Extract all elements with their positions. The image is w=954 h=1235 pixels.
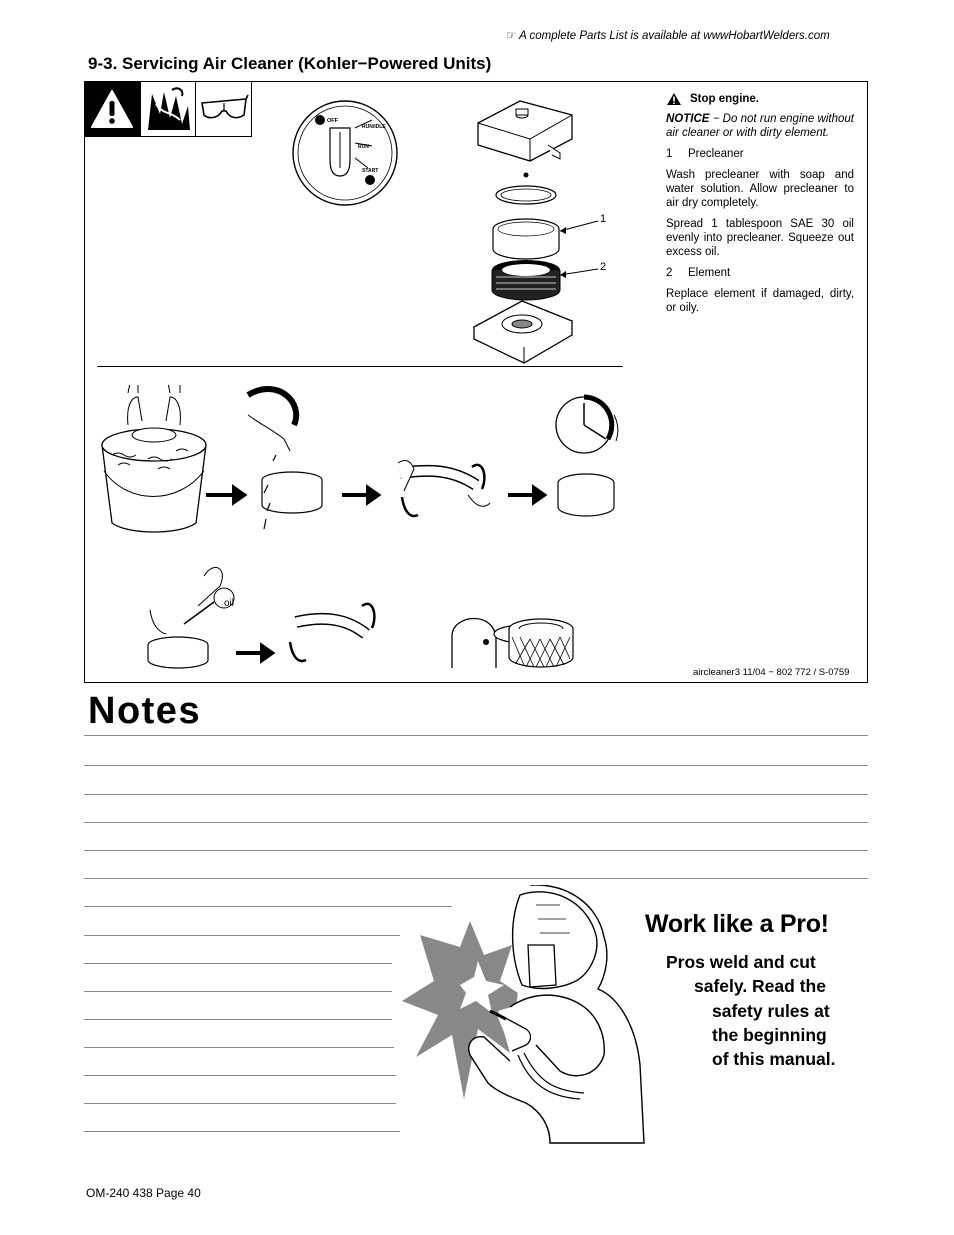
item-2-heading: 2 Element xyxy=(666,267,731,279)
figure-reference: aircleaner3 11/04 − 802 772 / S-0759 xyxy=(693,667,850,678)
promo-line-4: the beginning xyxy=(712,1025,827,1045)
arrow-right-icon xyxy=(342,488,378,502)
item-1-step-2: Spread 1 tablespoon SAE 30 oil evenly into precleaner. Squeeze out excess oil. xyxy=(666,218,854,258)
note-line xyxy=(84,878,868,879)
note-line xyxy=(84,935,400,936)
stop-engine-warning: Stop engine. xyxy=(666,92,854,106)
callout-2: 2 xyxy=(600,261,607,273)
promo-line-1: Pros weld and cut xyxy=(666,952,816,972)
switch-label-run: RUN xyxy=(358,144,369,150)
note-line xyxy=(84,1019,392,1020)
air-cleaner-exploded-view xyxy=(460,95,620,370)
note-line xyxy=(84,735,868,736)
drain-precleaner-icon xyxy=(248,389,322,529)
notes-title: Notes xyxy=(88,690,202,732)
note-line xyxy=(84,794,868,795)
squeeze-excess-oil-icon xyxy=(290,604,374,661)
note-line xyxy=(84,1047,394,1048)
switch-label-run-idle: RUN/IDLE xyxy=(362,124,386,130)
note-line xyxy=(84,1103,396,1104)
figure-divider xyxy=(97,366,623,367)
page-footer: OM-240 438 Page 40 xyxy=(86,1186,201,1200)
switch-label-start: START xyxy=(362,168,379,174)
promo-title: Work like a Pro! xyxy=(645,910,829,938)
oil-precleaner-icon xyxy=(148,567,234,668)
note-line xyxy=(84,1075,396,1076)
arrow-right-icon xyxy=(236,646,272,660)
notice-text: NOTICE − Do not run engine without air cleaner or with dirty element. xyxy=(666,113,854,139)
pointing-hand-icon: ☞ xyxy=(506,30,517,42)
note-line xyxy=(84,991,392,992)
warning-triangle-icon xyxy=(84,81,140,136)
parts-list-note: ☞ A complete Parts List is available at wwwHobartWelders.com xyxy=(506,30,830,42)
hot-parts-icon xyxy=(140,81,196,136)
ignition-switch-diagram xyxy=(290,98,400,208)
arrow-right-icon xyxy=(206,488,244,502)
arrow-right-icon xyxy=(508,488,544,502)
promo-line-5: of this manual. xyxy=(712,1049,836,1069)
promo-line-3: safety rules at xyxy=(712,1001,830,1021)
warning-icon-strip xyxy=(84,81,252,137)
item-1-step-1: Wash precleaner with soap and water solution. Allow precleaner to air dry completely. xyxy=(666,169,854,209)
item-2-step-1: Replace element if damaged, dirty, or oily. xyxy=(666,288,854,314)
instructions-panel xyxy=(666,92,854,322)
oil-label: oil xyxy=(224,598,235,609)
wring-precleaner-icon xyxy=(398,461,490,517)
air-dry-timer-icon xyxy=(556,397,618,516)
promo-line-2: safely. Read the xyxy=(694,976,826,996)
item-1-heading: 1 Precleaner xyxy=(666,148,744,160)
note-line xyxy=(84,906,452,907)
section-title: 9-3. Servicing Air Cleaner (Kohler−Powered Units) xyxy=(88,54,492,73)
pleated-element-icon xyxy=(504,615,578,677)
washing-steps-illustration xyxy=(98,385,638,545)
oiling-steps-illustration xyxy=(140,550,540,675)
welder-illustration xyxy=(400,885,645,1145)
switch-label-off: OFF xyxy=(327,118,338,124)
safety-glasses-icon xyxy=(195,81,251,136)
warning-triangle-icon xyxy=(666,92,682,106)
note-line xyxy=(84,850,868,851)
note-line xyxy=(84,765,868,766)
note-line xyxy=(84,1131,400,1132)
note-line xyxy=(84,963,392,964)
bucket-wash-icon xyxy=(102,385,206,532)
callout-1: 1 xyxy=(600,213,607,225)
note-line xyxy=(84,822,868,823)
